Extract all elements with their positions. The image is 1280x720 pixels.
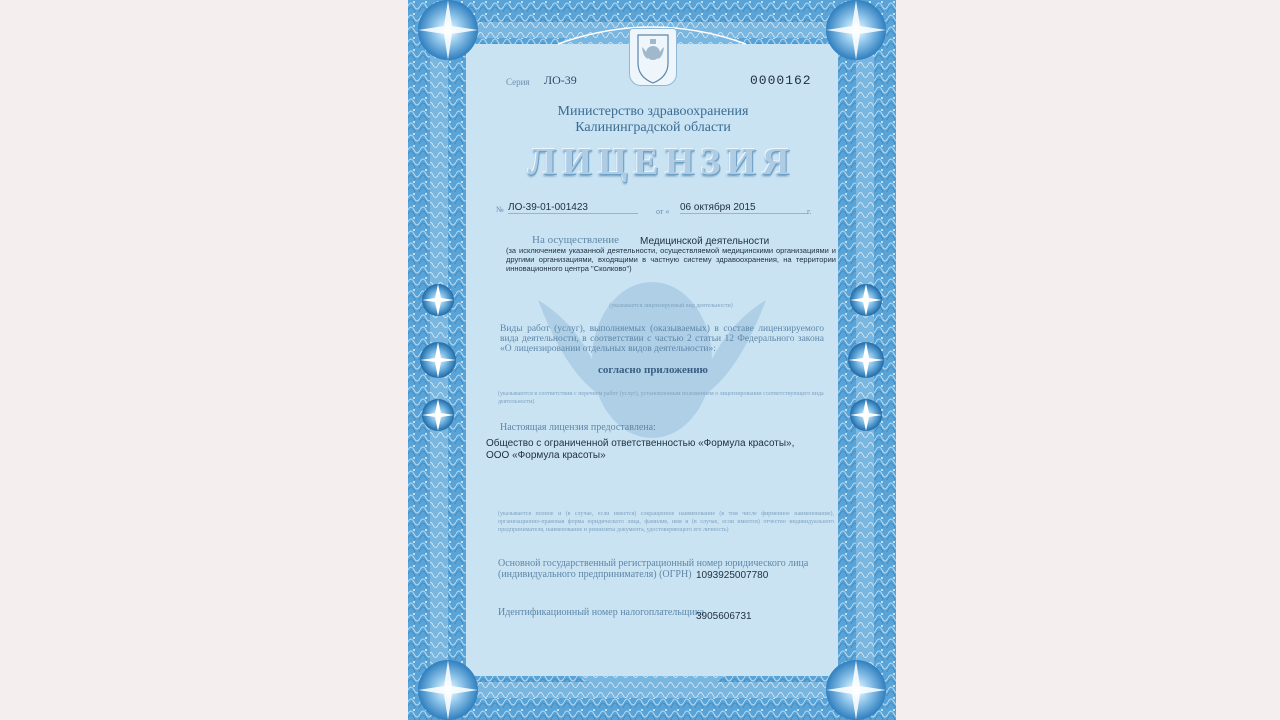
document-title: ЛИЦЕНЗИЯ (528, 141, 796, 183)
inn-label: Идентификационный номер налогоплательщика (498, 607, 705, 618)
ogrn-label-line-1: Основной государственный регистрационный номер юридического лица (498, 558, 809, 569)
activity-caption: (указывается лицензируемый вид деятельности) (609, 303, 733, 309)
ministry-line-1: Министерство здравоохранения (557, 104, 749, 119)
licensee-caption: (указывается полное и (в случае, если имеется) сокращенное наименование (в том числе фирменное наименование), организационно-правовая форма юридического лица, фамилия, имя и (в случае, если имеется) отчество индивидуального предпринимателя, наименование и реквизиты документа, удостоверяющего его личность) (498, 511, 834, 533)
corner-ornament-br (826, 660, 886, 720)
license-date: 06 октября 2015 (680, 202, 808, 214)
corner-ornament-tr (826, 0, 886, 60)
date-from-label: от « (656, 207, 670, 216)
activity-note: (за исключением указанной деятельности, осуществляемой медицинскими организациями и другими организациями, входящими в частную систему здравоохранения, на территории инновационного центра "Сколково") (506, 246, 836, 273)
ministry-line-2: Калининградской области (575, 120, 731, 135)
emblem-icon (629, 28, 677, 86)
date-suffix: г. (807, 207, 812, 216)
side-medallions-right (848, 284, 884, 431)
seria-value: ЛО-39 (544, 73, 577, 87)
licensee-short-name: ООО «Формула красоты» (486, 450, 606, 461)
side-medallions-left (420, 284, 456, 431)
number-label: № (496, 205, 504, 214)
licensee-name (486, 438, 846, 462)
issuing-authority (528, 104, 778, 136)
serial-number: 0000162 (750, 73, 812, 88)
activity-label: На осуществление (532, 234, 619, 246)
corner-ornament-bl (418, 660, 478, 720)
seria-label: Серия (506, 77, 530, 87)
granted-label: Настоящая лицензия предоставлена: (500, 422, 656, 433)
license-number: ЛО-39-01-001423 (508, 202, 638, 214)
works-caption: (указываются в соответствии с перечнем работ (услуг), установленным положением о лицензировании соответствующего вида деятельности) (498, 391, 824, 405)
ogrn-label-line-2: (индивидуального предпринимателя) (ОГРН) (498, 569, 692, 580)
ogrn-value: 1093925007780 (696, 570, 769, 581)
works-value: согласно приложению (598, 364, 708, 376)
license-document (408, 0, 896, 720)
inn-value: 3905606731 (696, 611, 752, 622)
works-description: Виды работ (услуг), выполняемых (оказываемых) в составе лицензируемого вида деятельности, в соответствии с частью 2 статьи 12 Федерального закона «О лицензировании отдельных видов деятельности»: (500, 324, 824, 354)
activity-value: Медицинской деятельности (640, 236, 770, 247)
corner-ornament-tl (418, 0, 478, 60)
licensee-full-name: Общество с ограниченной ответственностью «Формула красоты», (486, 438, 795, 449)
